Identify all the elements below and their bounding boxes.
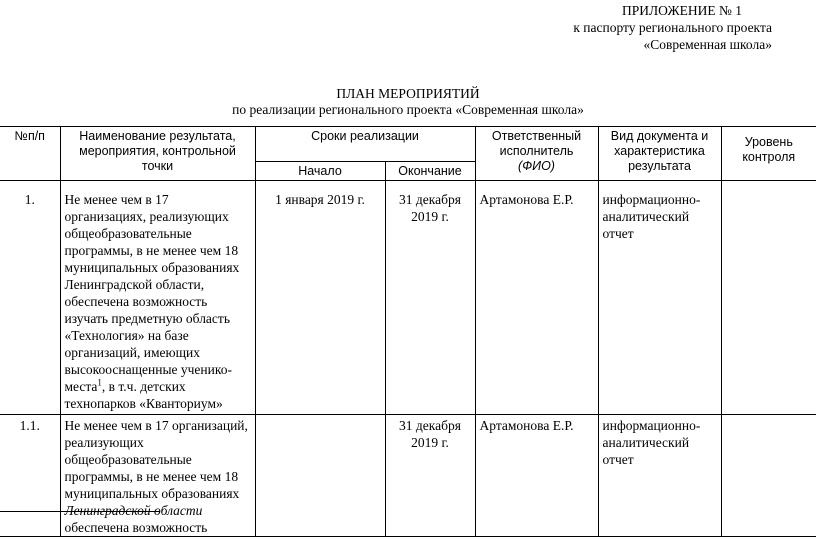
row-name-text: Не менее чем в 17 организациях, реализующих общеобразовательные программы, в не менее чем 18 муниципальных образованиях Ленинградской области, обеспечена возможность изучать предметную область «Технология» на базе организаций, имеющих высокооснащенные ученико-места [64, 192, 240, 394]
row-end: 31 декабря 2019 г. [385, 181, 475, 415]
appendix-project: «Современная школа» [643, 37, 772, 52]
row-level [721, 181, 816, 415]
header-terms: Сроки реализации [255, 127, 475, 162]
footnote-separator [0, 511, 160, 512]
header-start: Начало [255, 162, 385, 181]
plan-table [0, 126, 816, 537]
row-doc: информационно-аналитический отчет [598, 181, 721, 415]
row-start: 1 января 2019 г. [255, 181, 385, 415]
row-num: 1.1. [0, 415, 60, 537]
title-main: ПЛАН МЕРОПРИЯТИЙ [336, 86, 480, 101]
table-header-row [0, 127, 816, 162]
row-doc: информационно-аналитический отчет [598, 415, 721, 537]
header-level: Уровень контроля [721, 127, 816, 181]
document-title [0, 86, 816, 118]
title-sub: по реализации регионального проекта «Современная школа» [232, 102, 584, 117]
table-row [0, 181, 816, 415]
row-name [60, 415, 255, 537]
row-name-tail: обеспечена возможность [64, 520, 208, 535]
row-num: 1. [0, 181, 60, 415]
row-end: 31 декабря 2019 г. [385, 415, 475, 537]
header-name: Наименование результата, мероприятия, контрольной точки [60, 127, 255, 181]
row-executor: Артамонова Е.Р. [475, 181, 598, 415]
table-row [0, 415, 816, 537]
header-executor-fio: (ФИО) [518, 159, 555, 173]
row-executor: Артамонова Е.Р. [475, 415, 598, 537]
appendix-header [573, 2, 772, 53]
row-name-italic: Ленинградской области [64, 503, 203, 518]
header-num: №п/п [0, 127, 60, 181]
header-doc: Вид документа и характеристика результата [598, 127, 721, 181]
header-executor [475, 127, 598, 181]
row-name [60, 181, 255, 415]
row-name-tail: , в т.ч. детских технопарков «Кванториум» [64, 379, 223, 411]
footnote-mark: 1 [97, 377, 102, 388]
appendix-subtitle: к паспорту регионального проекта [573, 20, 772, 35]
row-level [721, 415, 816, 537]
row-name-text: Не менее чем в 17 организаций, реализующих общеобразовательные программы, в не менее чем 18 муниципальных образованиях [64, 418, 248, 501]
header-executor-label: Ответственный исполнитель [491, 129, 582, 158]
header-end: Окончание [385, 162, 475, 181]
row-start [255, 415, 385, 537]
appendix-number: ПРИЛОЖЕНИЕ № 1 [621, 3, 742, 18]
